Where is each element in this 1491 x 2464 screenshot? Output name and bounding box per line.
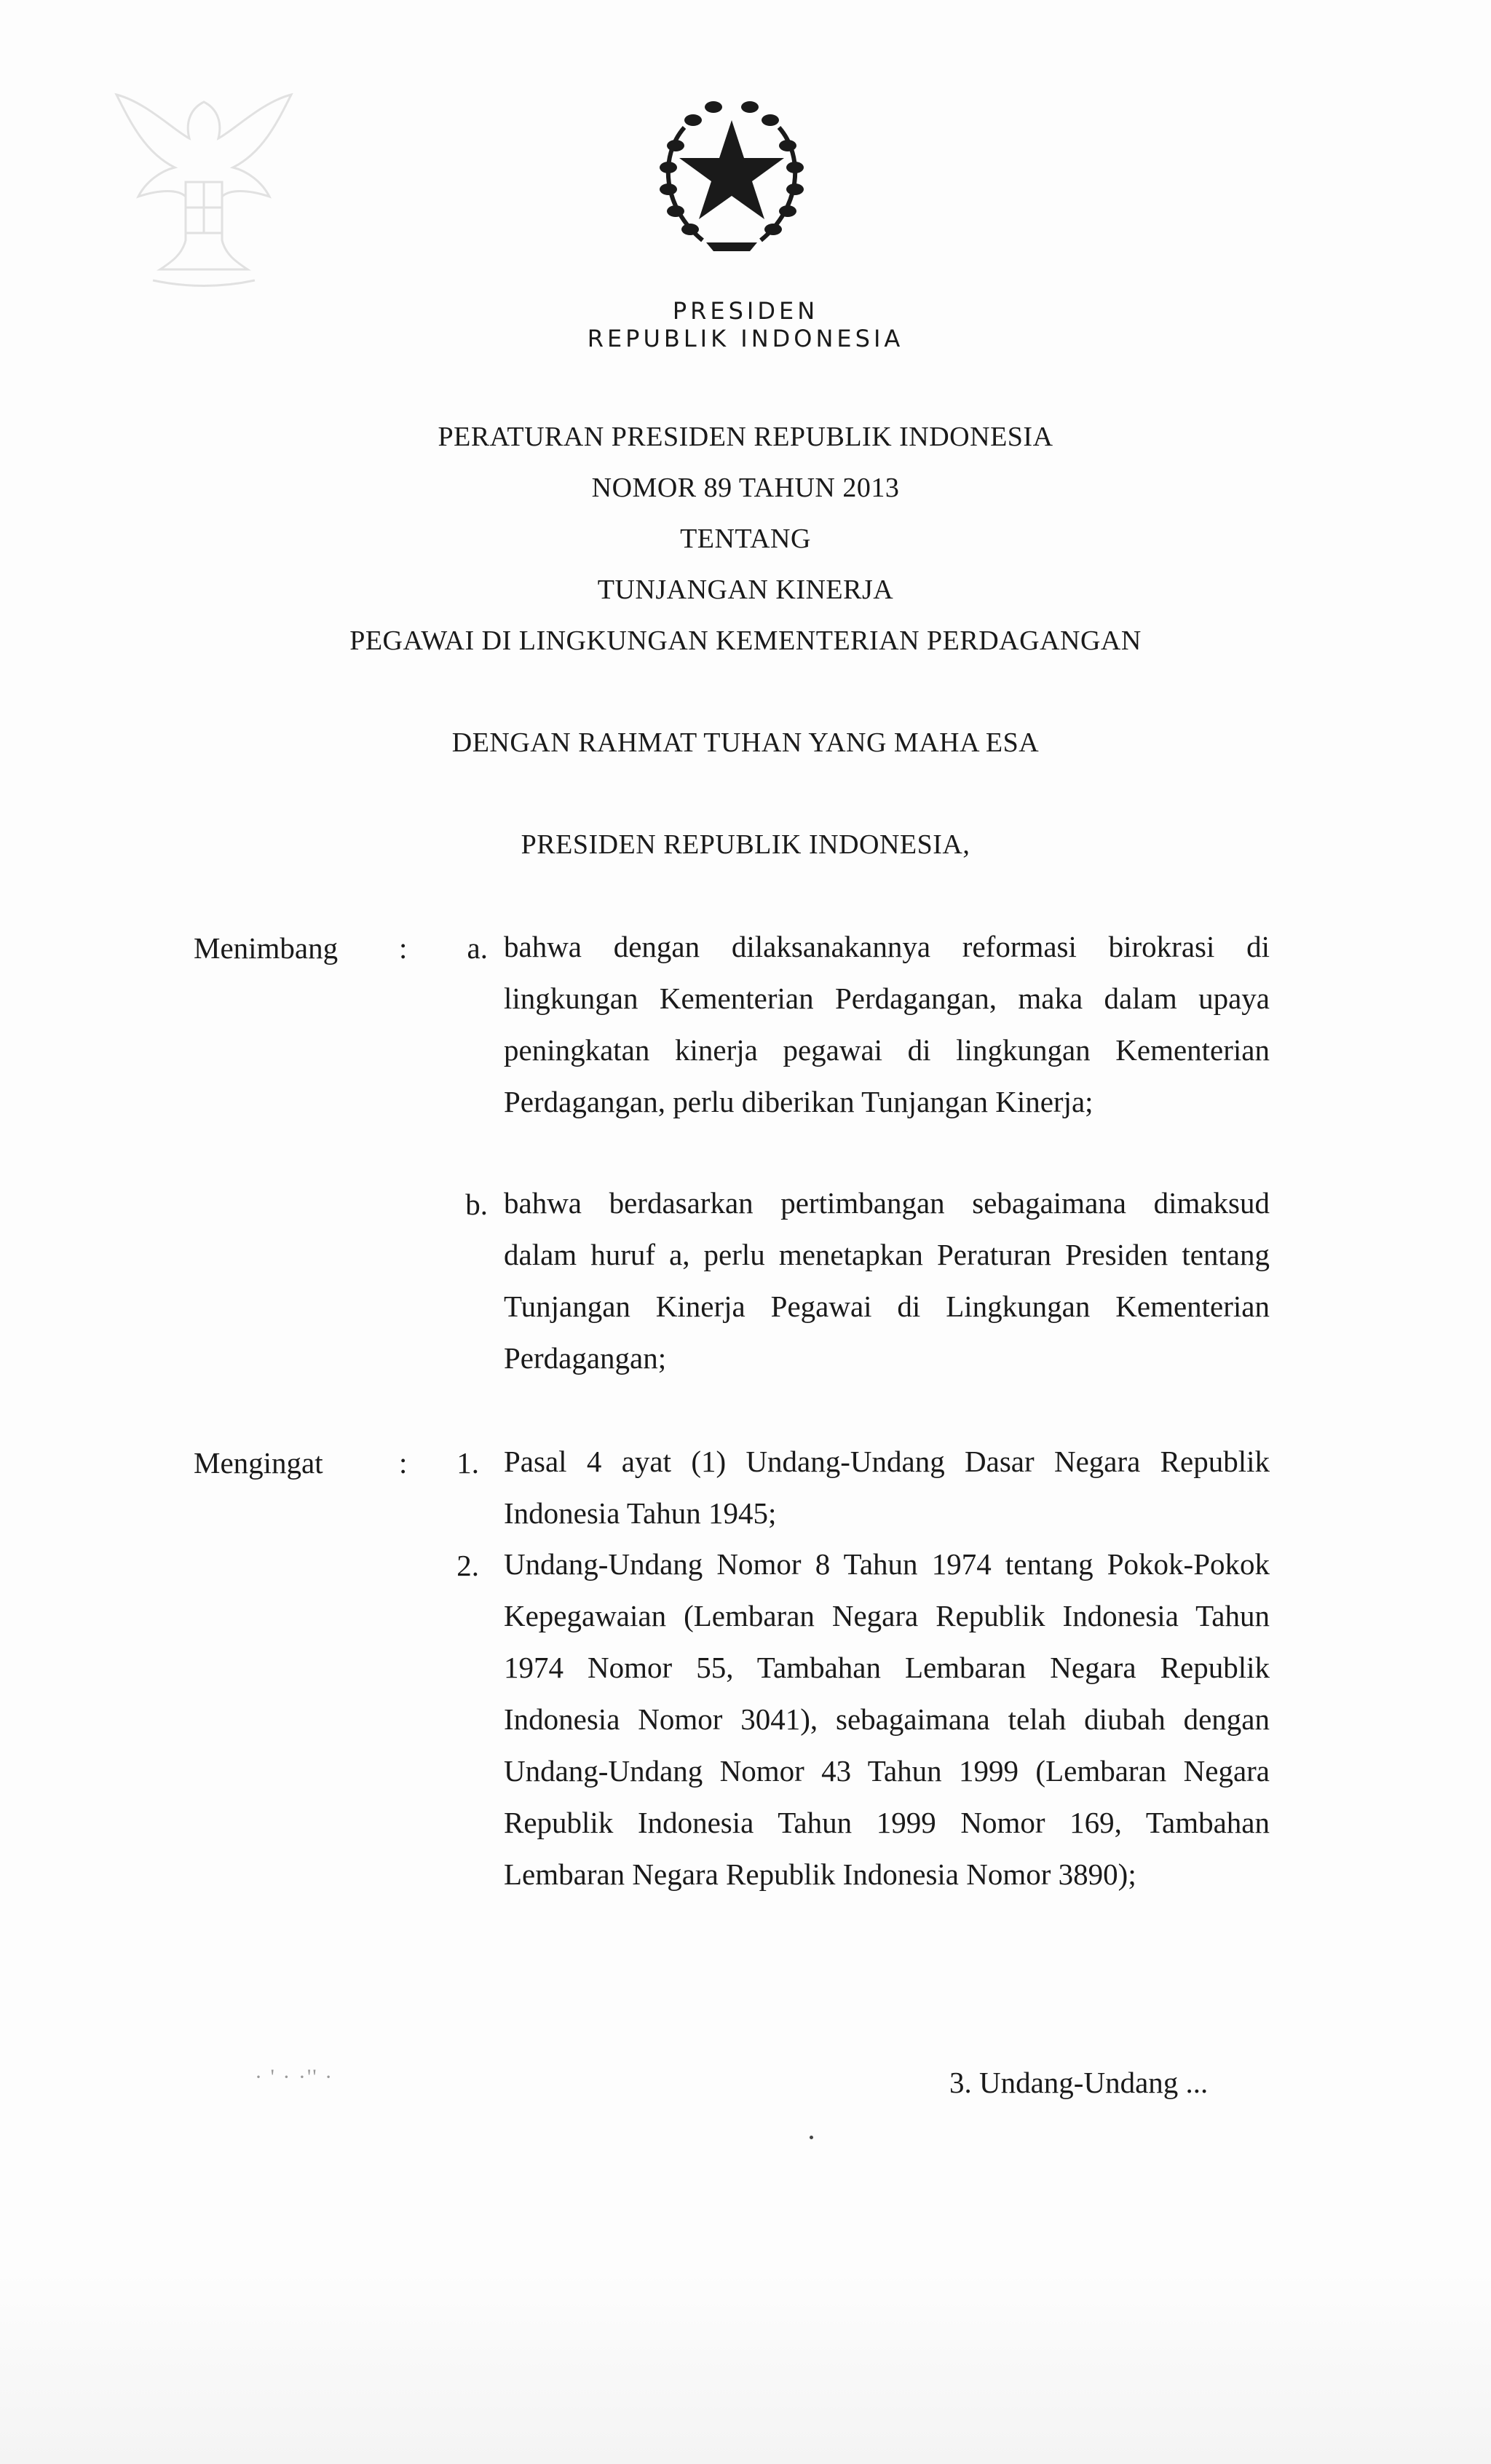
title-subject-line1: TUNJANGAN KINERJA (597, 574, 894, 605)
garuda-emblem-icon (102, 73, 306, 291)
menimbang-marker-b: b. (465, 1188, 488, 1221)
header-republik-indonesia: REPUBLIK INDONESIA (587, 325, 904, 352)
preamble-rahmat: DENGAN RAHMAT TUHAN YANG MAHA ESA (451, 727, 1040, 758)
scan-shadow (0, 2272, 1491, 2464)
mengingat-colon: : (399, 1446, 408, 1480)
mengingat-label: Mengingat (194, 1446, 323, 1480)
title-subject-line2: PEGAWAI DI LINGKUNGAN KEMENTERIAN PERDAGANGAN (349, 625, 1142, 656)
mengingat-marker-1: 1. (456, 1446, 479, 1480)
menimbang-marker-a: a. (467, 931, 488, 965)
continuation-text: 3. Undang-Undang ... (949, 2066, 1209, 2099)
speck (810, 2136, 813, 2139)
faint-stamp-mark: · ' · ·'' · (255, 2065, 334, 2089)
menimbang-item-a: bahwa dengan dilaksanakannya reformasi birokrasi di lingkungan Kementerian Perdagangan, maka dalam upaya peningkatan kinerja pegawai di lingkungan Kementerian Perdagangan, perlu diberikan Tunjangan Kinerja; (504, 930, 1270, 1118)
mengingat-marker-2: 2. (456, 1549, 479, 1582)
title-tentang: TENTANG (680, 524, 811, 554)
mengingat-item-2: Undang-Undang Nomor 8 Tahun 1974 tentang Pokok-Pokok Kepegawaian (Lembaran Negara Republik Indonesia Tahun 1974 Nomor 55, Tambahan Lembaran Negara Republik Indonesia Nomor 3041), sebagaimana telah diubah dengan Undang-Undang Nomor 43 Tahun 1999 (Lembaran Negara Republik Indonesia Tahun 1999 Nomor 169, Tambahan Lembaran Negara Republik Indonesia Nomor 3890); (504, 1547, 1270, 1891)
menimbang-item-b: bahwa berdasarkan pertimbangan sebagaimana dimaksud dalam huruf a, perlu menetapkan Peraturan Presiden tentang Tunjangan Kinerja Pegawai di Lingkungan Kementerian Perdagangan; (504, 1186, 1270, 1375)
menimbang-label: Menimbang (194, 931, 339, 965)
title-peraturan: PERATURAN PRESIDEN REPUBLIK INDONESIA (438, 422, 1053, 452)
presidential-seal-icon (633, 76, 830, 273)
mengingat-item-1: Pasal 4 ayat (1) Undang-Undang Dasar Negara Republik Indonesia Tahun 1945; (504, 1445, 1270, 1530)
menimbang-colon: : (399, 931, 408, 965)
preamble-presiden: PRESIDEN REPUBLIK INDONESIA, (521, 829, 970, 860)
header-presiden: PRESIDEN (672, 297, 819, 325)
title-nomor: NOMOR 89 TAHUN 2013 (591, 473, 900, 503)
